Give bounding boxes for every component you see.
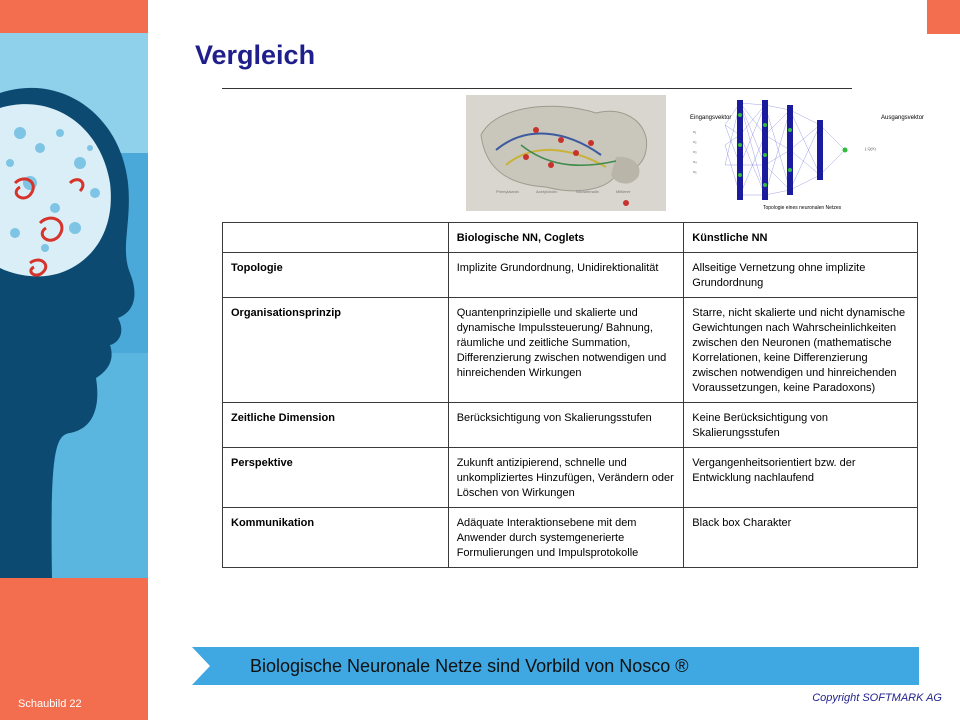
left-decor-panel (0, 0, 148, 720)
cell-artificial: Black box Charakter (684, 508, 918, 568)
title-divider (222, 88, 852, 89)
svg-text:Noradrenalin: Noradrenalin (576, 189, 599, 194)
cell-biological: Adäquate Interaktionsebene mit dem Anwender durch systemgenerierte Formulierungen und Impulsprotokolle (448, 508, 684, 568)
svg-text:Phenylalanin: Phenylalanin (496, 189, 519, 194)
row-label: Topologie (223, 253, 449, 298)
svg-text:Mittlerer: Mittlerer (616, 189, 631, 194)
cell-artificial: Starre, nicht skalierte und nicht dynamische Gewichtungen nach Wahrscheinlichkeiten zwischen den Neuronen (mathematische Korrelationen, keine Differenzierung zwischen notwendigen und hinreichenden Voraussetzungen, keine Paradoxons) (684, 298, 918, 403)
svg-text:x₄: x₄ (693, 159, 697, 164)
head-silhouette-image (0, 33, 148, 578)
corner-accent (927, 0, 960, 34)
svg-text:{ Q(X): { Q(X) (865, 146, 876, 151)
cell-biological: Zukunft antizipierend, schnelle und unkompliziertes Hinzufügen, Verändern oder Löschen von Wirkungen (448, 448, 684, 508)
svg-text:x₁: x₁ (693, 129, 697, 134)
banner-text: Biologische Neuronale Netze sind Vorbild von Nosco ® (250, 656, 689, 676)
table-row (223, 508, 918, 568)
svg-text:x₂: x₂ (693, 139, 697, 144)
cell-biological: Implizite Grundordnung, Unidirektionalität (448, 253, 684, 298)
table-row (223, 253, 918, 298)
nn-caption: Topologie eines neuronalen Netzes (763, 205, 842, 211)
header-biological: Biologische NN, Coglets (448, 223, 684, 253)
cell-biological: Berücksichtigung von Skalierungsstufen (448, 403, 684, 448)
table-row (223, 298, 918, 403)
table-header-row (223, 223, 918, 253)
row-label: Kommunikation (223, 508, 449, 568)
cell-artificial: Vergangenheitsorientiert bzw. der Entwicklung nachlaufend (684, 448, 918, 508)
neural-network-topology-image (685, 95, 955, 213)
banner-arrow-icon (192, 647, 210, 685)
row-label: Perspektive (223, 448, 449, 508)
svg-text:Acetylcholin: Acetylcholin (536, 189, 558, 194)
cell-artificial: Keine Berücksichtigung von Skalierungsstufen (684, 403, 918, 448)
header-empty (223, 223, 449, 253)
page-title: Vergleich (195, 40, 316, 70)
copyright-notice: Copyright SOFTMARK AG (812, 692, 942, 704)
svg-text:x₅: x₅ (693, 169, 697, 174)
brain-diagram-image (466, 95, 666, 211)
comparison-table (222, 222, 918, 568)
table-row (223, 448, 918, 508)
row-label: Zeitliche Dimension (223, 403, 449, 448)
svg-text:x₃: x₃ (693, 149, 697, 154)
nn-output-label: Ausgangsvektor (881, 115, 925, 121)
header-artificial: Künstliche NN (684, 223, 918, 253)
row-label: Organisationsprinzip (223, 298, 449, 403)
table-row (223, 403, 918, 448)
slide-number: Schaubild 22 (18, 698, 82, 710)
nn-input-label: Eingangsvektor (690, 115, 732, 121)
cell-biological: Quantenprinzipielle und skalierte und dynamische Impulssteuerung/ Bahnung, räumliche und zeitliche Summation, Differenzierung zwischen notwendigen und hinreichenden Wirkungen (448, 298, 684, 403)
cell-artificial: Allseitige Vernetzung ohne implizite Grundordnung (684, 253, 918, 298)
